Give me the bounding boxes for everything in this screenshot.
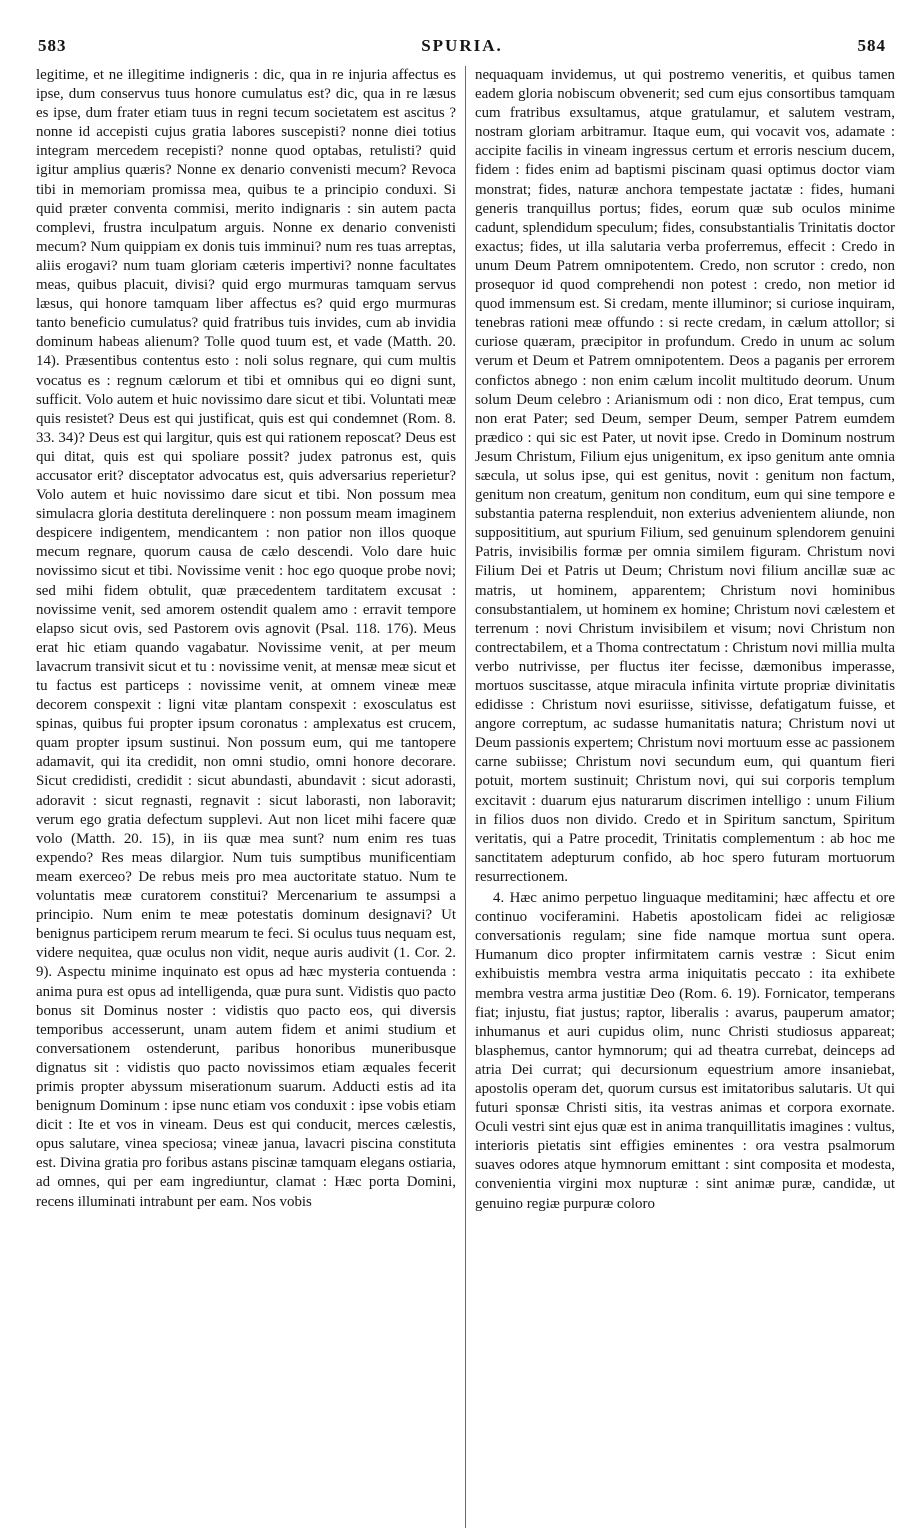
page-number-right: 584	[857, 36, 886, 55]
text-columns	[36, 66, 894, 1526]
page-header	[30, 28, 894, 58]
column-left	[36, 66, 456, 1212]
running-title: SPURIA.	[421, 36, 503, 55]
column-divider	[465, 66, 466, 1528]
paragraph-4: 4. Hæc animo perpetuo linguaque meditamini; hæc affectu et ore continuo vociferamini. Habetis apostolicam fidei ac religiosæ conversationis regulam; sine fide namque mortua sunt opera. Humanum dico propter infirmitatem carnis vestræ : Sicut enim exhibuistis membra vestra arma iniquitatis peccato : ita exhibete membra vestra arma justitiæ Deo (Rom. 6. 19). Fornicator, temperans fiat; injustu, fiat justus; raptor, liberalis : avarus, pauperum amator; inhumanus et auri cupidus olim, nunc Christi studiosus appareat; blasphemus, cantor hymnorum; qui ad theatra currebat, deinceps ad atria Dei currat; qui decursionum equestrium amore insaniebat, apostolis operam det, quorum cursus est imitatoribus salutaris. Ut qui futuri sponsæ Christi sitis, ita vestras animas et corpora exornate. Oculi vestri sint ejus quæ est in anima tranquillitatis imagines : vultus, interioris pietatis sint effigies eminentes : ora vestra psalmorum suaves odores atque hymnorum emittant : sint composita et modesta, convenientia virgini mox nupturæ : sint animæ puræ, candidæ, ut genuino regiæ purpuræ coloro	[475, 890, 895, 1212]
column-right	[475, 66, 895, 1214]
paragraph-continuation: nequaquam invidemus, ut qui postremo veneritis, et quibus tamen eadem gloria nobiscum obvenerit; sed cum ejus consortibus tamquam cum fratribus exsultamus, atque gratulamur, et salutem vestram, nostram gloriam arbitramur. Itaque eum, qui vocavit vos, adamate : accipite facilis in vineam ingressus certum et erroris nescium ducem, fidem : fides enim ad baptismi piscinam quasi optimus doctor viam monstrat; fides, naturæ anchora tempestate jactatæ : fides, humani generis tranquillus portus; fides, eorum quæ sub oculos minime cadunt, splendidum speculum; fides, consubstantialis Trinitatis doctor exactus; fides, ut illa salutaria verba proferremus, effecit : Credo in unum Deum Patrem omnipotentem. Credo, non scrutor : credo, non prosequor id quod comprehendi non potest : credo, non metior id quod immensum est. Si credam, mente illuminor; si curiose inquiram, tenebras rationi meæ offundo : si recte credam, in cælum attollor; si curiose quæram, præcipitor in profundum. Credo in unum ac solum verum et Deum et Patrem omnipotentem. Deos a paganis per errorem confictos abnego : non enim cælum incolit multitudo deorum. Unum solum Deum celebro : Arianismum odi : non dico, Erat tempus, cum non erat Pater; sed Deum, semper Deum, semper Patrem eumdem prædico : qui sic est Pater, ut novit ipse. Credo in Dominum nostrum Jesum Christum, Filium ejus unigenitum, ex ipso genitum ante omnia sæcula, ut solus ipse, qui est genitus, novit : genitum non factum, genitum non creatum, genitum non conditum, eum qui sine tempore e substantia paterna resplenduit, non exterius advenientem aliunde, non supposititium, aut spurium Filium, sed genuinum splendorem genuini Patris, invisibilis formæ per omnia similem figuram. Christum novi Filium Dei et Patris ut Deum; Christum novi filium ancillæ suæ ac matris, ut hominem, apparentem; Christum novi hominibus consubstantialem, ut hominem ex homine; Christum novi cælestem et terrenum : novi Christum invisibilem et visum; novi Christum non contrectabilem, et a Thoma contrectatum : Christum novi millia multa verbo nutrivisse, per fluctus iter fecisse, dæmonibus imperasse, mortuos suscitasse, atque miracula infinita virtute propriæ divinitatis edidisse : Christum novi esuriisse, sitivisse, defatigatum fuisse, et angore correptum, ac sudasse humanitatis natura; Christum novi ut Deum passionis expertem; Christum novi mortuum esse ac passionem carne subiisse; Christum novi secundum eum, qui quantum fieri potuit, mortem sustinuit; Christum novi, qui sui corporis templum excitavit : duarum ejus naturarum discrimen intelligo : unum Filium in filios duos non divido. Credo et in Spiritum sanctum, Spiritum veritatis, qui a Patre procedit, Trinitatis complementum : ab hoc me sanctitatem adepturum confido, ab hoc spero futuram mortuorum resurrectionem.	[475, 67, 895, 885]
column-left-text: legitime, et ne illegitime indigneris : dic, qua in re injuria affectus es ipse, dum conservus tuus honore cumulatus est? dic, qua in re læsus es ipse, dum frater etiam tuus in regni tecum societatem est ascitus ? nonne id accepisti cujus gratia labores suscepisti? nonne diei totius integram mercedem recepisti? nonne quod optabas, retulisti? quid igitur amplius quæris? Nonne ex denario convenisti mecum? Revoca tibi in memoriam promissa mea, quibus te a principio conduxi. Si quid præter conventa commisi, merito indignaris : sin autem pacta complevi, frustra inculpatum arguis. Nonne ex denario convenisti mecum? Num quippiam ex donis tuis imminui? num res tuas arreptas, aliis erogavi? num tuam gloriam cæteris impertivi? nonne facultates meas, quibus placuit, divisi? quid ergo murmuras tamquam servus læsus, qui honore tamquam liber affectus es? quid ergo murmuras tanto beneficio cumulatus? quid fratribus tuis invides, cum ab invidia dominum habeas alienum? Tolle quod tuum est, et vade (Matth. 20. 14). Præsentibus contentus esto : noli solus regnare, qui cum multis vocatus es : regnum cælorum et tibi et omnibus qui eo digni sunt, sufficit. Volo autem et huic novissimo dare sicut et tibi. Voluntati meæ quis resistet? Deus est qui justificat, quis est qui condemnet (Rom. 8. 33. 34)? Deus est qui largitur, quis est qui rationem reposcat? Deus est qui ditat, quis est qui spoliare possit? judex patronus est, quis accusator erit? disceptator advocatus est, quis adversarius reperietur? Volo autem et huic novissimo dare sicut et tibi. Non possum mea simulacra gloria destituta derelinquere : non possum meam imaginem despicere indigentem, mendicantem : non patior non illos quoque mecum regnare, quorum causa de cælo descendi. Volo dare huic novissimo sicut et tibi. Novissime venit : hoc ego quoque probe novi; sed mihi fidem obtulit, quæ præcedentem tarditatem excusat : novissime venit, sed amorem ostendit qualem amo : erravit tempore elapso sicut ovis, sed Pastorem ovis agnovit (Psal. 118. 176). Meus erat hic etiam quando vagabatur. Novissime venit, at per meum lavacrum transivit sicut et tu : novissime venit, at mensæ meæ sicut et tu factus est particeps : novissime venit, at omnem vineæ meæ decorem conspexit : ligni vitæ plantam conspexit : exosculatus est spinas, quibus fui propter ipsum coronatus : amplexatus est crucem, quam propter ipsum sustinui. Non possum eum, qui me tantopere adamavit, qui ita credidit, non omni studio, omni honore decorare. Sicut credidisti, credidit : sicut abundasti, abundavit : sicut adorasti, adoravit : sicut regnasti, regnavit : sicut laborasti, non laboravit; verum ego gratia defectum supplevi. Aut non licet mihi facere quæ volo (Matth. 20. 15), in iis quæ mea sunt? num enim res tuas expendo? Res meas dilargior. Num tuis sumptibus munificentiam meam exerceo? De rebus meis pro mea auctoritate statuo. Num te voluntatis meæ curatorem constitui? Mercenarium te assumpsi a principio. Num enim te meæ potestatis dominum designavi? Ut benignus participem rerum mearum te feci. Si oculus tuus nequam est, videre nequitea, quæ oculus non vidit, neque auris audivit (1. Cor. 2. 9). Aspectu minime inquinato est opus ad hæc mysteria contuenda : anima pura est opus ad intelligenda, quæ pura sunt. Vidistis quo pacto bonus sit Dominus noster : vidistis quo pacto eos, qui diversis temporibus accesserunt, unam autem fidem et animi studium et conversationem ostenderunt, paribus honoribus muneribusque dignatus sit : vidistis quo pacto novissimos etiam æquales fecerit primis propter abyssum miserationum suarum. Adducti estis ad ita benignum Dominum : ipse nunc etiam vos conduxit : ipse vobis etiam dicit : Ite et vos in vineam. Deus est qui conducit, merces cælestis, opus salutare, vinea speciosa; vineæ janua, lavacri piscina constituta est. Divina gratia pro foribus astans piscinæ tamquam elegans ostiaria, ad omnes, qui per eam ingrediuntur, clamat : Hæc porta Domini, recens illuminati intrabunt per eam. Nos vobis	[36, 67, 456, 1210]
page-number-left: 583	[38, 36, 67, 55]
